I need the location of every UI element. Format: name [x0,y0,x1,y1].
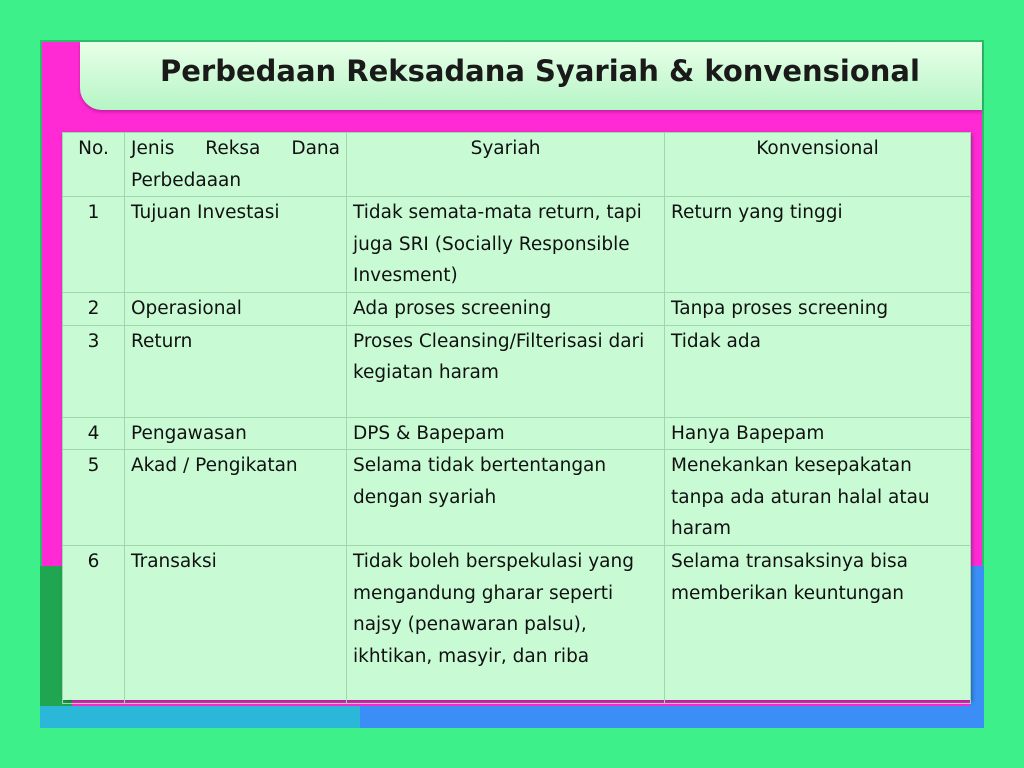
cell-syariah: DPS & Bapepam [347,417,665,450]
comparison-table-panel [62,132,970,700]
header-konvensional: Konvensional [665,133,971,197]
cell-konvensional: Selama transaksinya bisa memberikan keuntungan [665,546,971,704]
cell-syariah: Tidak semata-mata return, tapi juga SRI (Socially Responsible Invesment) [347,197,665,293]
table-row [63,293,971,326]
decorative-band-teal [40,706,360,728]
decorative-band-right [970,566,984,728]
cell-jenis: Akad / Pengikatan [125,450,347,546]
cell-jenis: Operasional [125,293,347,326]
cell-no: 1 [63,197,125,293]
title-bar [80,42,982,110]
cell-no: 3 [63,325,125,417]
table-row [63,417,971,450]
header-syariah: Syariah [347,133,665,197]
cell-syariah: Selama tidak bertentangan dengan syariah [347,450,665,546]
cell-syariah: Ada proses screening [347,293,665,326]
cell-konvensional: Menekankan kesepakatan tanpa ada aturan halal atau haram [665,450,971,546]
table-row [63,546,971,704]
table-header-row [63,133,971,197]
cell-no: 2 [63,293,125,326]
cell-konvensional: Return yang tinggi [665,197,971,293]
header-no: No. [63,133,125,197]
cell-no: 5 [63,450,125,546]
cell-no: 6 [63,546,125,704]
table-row [63,197,971,293]
cell-jenis: Transaksi [125,546,347,704]
cell-no: 4 [63,417,125,450]
cell-jenis: Pengawasan [125,417,347,450]
cell-konvensional: Tidak ada [665,325,971,417]
slide-frame [40,40,984,728]
cell-jenis: Tujuan Investasi [125,197,347,293]
comparison-table [62,132,971,704]
cell-konvensional: Tanpa proses screening [665,293,971,326]
cell-konvensional: Hanya Bapepam [665,417,971,450]
cell-jenis: Return [125,325,347,417]
table-row [63,325,971,417]
cell-syariah: Proses Cleansing/Filterisasi dari kegiatan haram [347,325,665,417]
header-jenis: Jenis Reksa Dana Perbedaaan [125,133,347,197]
cell-syariah: Tidak boleh berspekulasi yang mengandung gharar seperti najsy (penawaran palsu), ikhtikan, masyir, dan riba [347,546,665,704]
table-row [63,450,971,546]
slide-title: Perbedaan Reksadana Syariah & konvensional [160,54,920,88]
